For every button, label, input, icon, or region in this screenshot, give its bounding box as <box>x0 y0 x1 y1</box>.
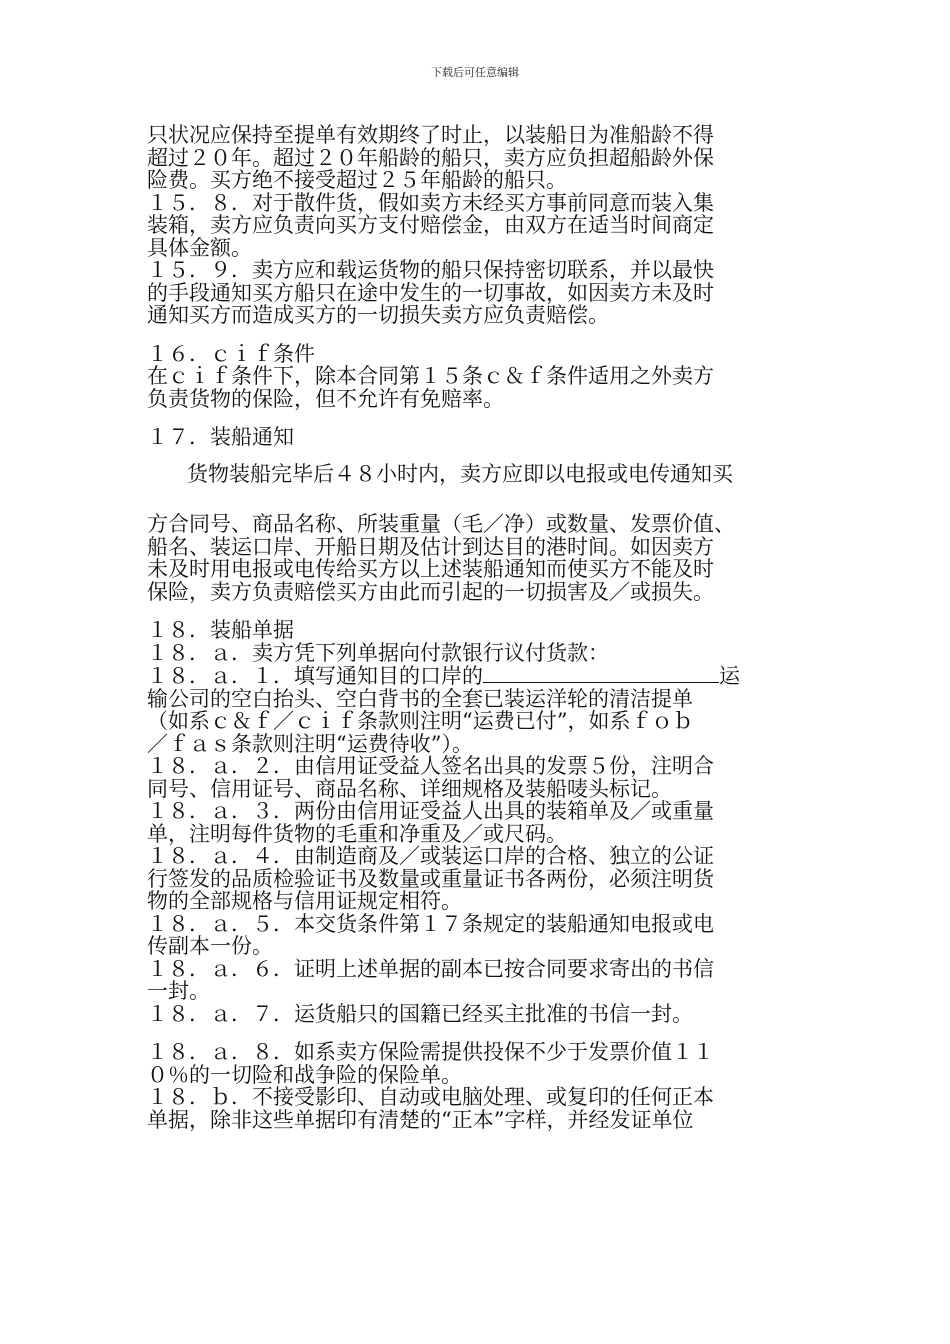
section-17-line: 保险，卖方负责赔偿买方由此而引起的一切损害及／或损失。 <box>147 579 714 604</box>
fill-in-blank <box>483 664 719 683</box>
clause-18-a-1-line <box>147 664 807 688</box>
clause-18-a-6-line: 一封。 <box>147 979 210 1003</box>
clause-18-a-8-line: ０％的一切险和战争险的保险单。 <box>147 1062 462 1087</box>
clause-18-a-5-line: １８．ａ．５．本交货条件第１７条规定的装船通知电报或电 <box>147 911 714 936</box>
paragraph-line: 险费。买方绝不接受超过２５年船龄的船只。 <box>147 168 567 192</box>
clause-18-b-line: １８．ｂ．不接受影印、自动或电脑处理、或复印的任何正本 <box>147 1085 714 1109</box>
document-body <box>147 124 807 1131</box>
clause-18-a-2-line: 同号、信用证号、商品名称、详细规格及装船唛头标记。 <box>147 776 672 801</box>
clause-18-a-4-line: 物的全部规格与信用证规定相符。 <box>147 889 462 913</box>
paragraph-line: 超过２０年。超过２０年船龄的船只，卖方应负担超船龄外保 <box>147 145 714 170</box>
clause-18-a-4-line: 行签发的品质检验证书及数量或重量证书各两份，必须注明货 <box>147 866 714 891</box>
clause-18-a-5-line: 传副本一份。 <box>147 934 273 958</box>
clause-18-a-4-line: １８．ａ．４．由制造商及／或装运口岸的合格、独立的公证 <box>147 844 714 868</box>
clause-18-a-2-line: １８．ａ．２．由信用证受益人签名出具的发票５份，注明合 <box>147 754 714 778</box>
clause-18-a-1-line: （如系ｃ＆ｆ／ｃｉｆ条款则注明“运费已付”，如系ｆｏｂ <box>147 709 694 733</box>
section-16-line: 在ｃｉｆ条件下，除本合同第１５条ｃ＆ｆ条件适用之外卖方 <box>147 364 714 388</box>
section-17-line: 船名、装运口岸、开船日期及估计到达目的港时间。如因卖方 <box>147 534 714 559</box>
paragraph-line: 只状况应保持至提单有效期终了时止，以装船日为准船龄不得 <box>147 123 714 147</box>
clause-15-8-line: 具体金额。 <box>147 235 252 260</box>
section-16-title: １６．ｃｉｆ条件 <box>147 341 315 366</box>
clause-18-a-1-prefix: １８．ａ．１．填写通知目的口岸的 <box>147 664 483 688</box>
page-header: 下载后可任意编辑 <box>431 66 519 79</box>
clause-15-9-line: １５．９．卖方应和载运货物的船只保持密切联系，并以最快 <box>147 258 714 282</box>
section-17-first-line: 货物装船完毕后４８小时内，卖方应即以电报或电传通知买 <box>187 461 733 486</box>
clause-18-a-3-line: 单，注明每件货物的毛重和净重及／或尺码。 <box>147 821 567 846</box>
clause-15-9-line: 的手段通知买方船只在途中发生的一切事故，如因卖方未及时 <box>147 280 714 305</box>
section-18-title: １８．装船单据 <box>147 618 294 642</box>
clause-15-9-line: 通知买方而造成买方的一切损失卖方应负责赔偿。 <box>147 303 609 327</box>
clause-15-8-line: 装箱，卖方应负责向买方支付赔偿金，由双方在适当时间商定 <box>147 213 714 237</box>
clause-18-a: １８．ａ．卖方凭下列单据向付款银行议付货款： <box>147 640 609 665</box>
section-16-line: 负责货物的保险，但不允许有免赔率。 <box>147 386 504 411</box>
clause-15-8-line: １５．８．对于散件货，假如卖方未经买方事前同意而装入集 <box>147 190 714 215</box>
section-17-line: 方合同号、商品名称、所装重量（毛／净）或数量、发票价值、 <box>147 512 735 536</box>
clause-18-a-1-suffix: 运 <box>719 664 740 688</box>
clause-18-b-line: 单据，除非这些单据印有清楚的“正本”字样，并经发证单位 <box>147 1107 694 1132</box>
clause-18-a-8-line: １８．ａ．８．如系卖方保险需提供投保不少于发票价值１１ <box>147 1040 714 1064</box>
clause-18-a-6-line: １８．ａ．６．证明上述单据的副本已按合同要求寄出的书信 <box>147 956 714 981</box>
clause-18-a-1-line: 输公司的空白抬头、空白背书的全套已装运洋轮的清洁提单 <box>147 686 693 711</box>
clause-18-a-1-line: ／ｆａｓ条款则注明“运费待收”）。 <box>147 731 473 756</box>
clause-18-a-3-line: １８．ａ．３．两份由信用证受益人出具的装箱单及／或重量 <box>147 799 714 823</box>
section-17-title: １７．装船通知 <box>147 425 294 449</box>
clause-18-a-7-line: １８．ａ．７．运货船只的国籍已经买主批准的书信一封。 <box>147 1001 693 1026</box>
section-17-line: 未及时用电报或电传给买方以上述装船通知而使买方不能及时 <box>147 557 714 581</box>
